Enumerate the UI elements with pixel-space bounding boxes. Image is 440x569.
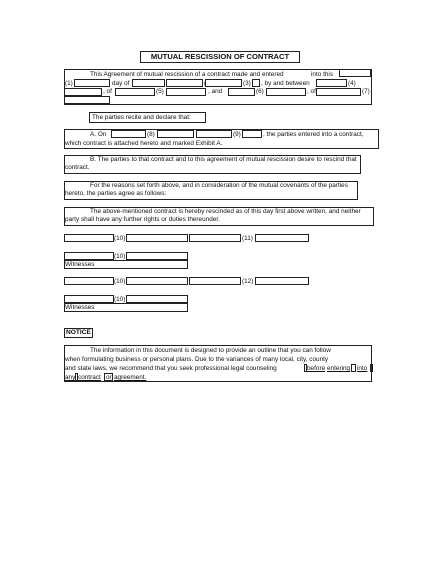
- into-this-label: into this: [311, 71, 334, 78]
- field-number-7: (7): [362, 88, 370, 95]
- signature-field-8[interactable]: [255, 277, 309, 285]
- para-b-text: B. The parties to that contract and to this agreement of mutual rescission desire to rescind that contract.: [65, 156, 357, 171]
- contract-party-field-3[interactable]: [242, 130, 262, 138]
- notice-word-contract: contract: [78, 374, 101, 381]
- para-a-rest1: , the parties entered into a contract,: [263, 131, 364, 138]
- contract-date-field[interactable]: [111, 130, 146, 138]
- signature-field-3[interactable]: [189, 234, 241, 242]
- field-number-5: (5): [156, 88, 164, 95]
- intro-line1: This Agreement of mutual rescission of a contract made and entered: [90, 71, 284, 78]
- notice-line3: and state laws, we recommend that you seek professional legal counseling: [65, 365, 277, 372]
- field-number-10-a: (10): [114, 235, 126, 242]
- field-number-12: (12): [242, 278, 254, 285]
- witness-field-3[interactable]: [64, 295, 114, 303]
- party-two-field[interactable]: [316, 79, 347, 87]
- field-number-10-b: (10): [114, 253, 126, 260]
- document-title: MUTUAL RESCISSION OF CONTRACT: [140, 51, 300, 63]
- notice-line2: when formulating business or personal plans. Due to the variances of many local, city, county: [65, 356, 329, 363]
- witness-field-4[interactable]: [126, 295, 188, 303]
- field-number-6: (6): [256, 88, 264, 95]
- notice-field-contract[interactable]: [75, 373, 78, 381]
- field-number-10-c: (10): [114, 278, 126, 285]
- field-number-3: (3): [243, 80, 251, 87]
- party-two-name-field[interactable]: [228, 88, 255, 96]
- signature-field-6[interactable]: [126, 277, 188, 285]
- para-c-text: For the reasons set forth above, and in consideration of the mutual covenants of the parties hereto, the parties agree as follows:: [65, 182, 348, 197]
- day-field[interactable]: [74, 79, 110, 87]
- state-field-1[interactable]: [166, 88, 206, 96]
- signature-field-1[interactable]: [64, 234, 114, 242]
- signature-field-7[interactable]: [189, 277, 241, 285]
- month-field[interactable]: [132, 79, 165, 87]
- signature-field-2[interactable]: [126, 234, 188, 242]
- and-label: , and: [208, 88, 223, 95]
- of-label-2: , of: [307, 88, 316, 95]
- notice-word-or: or: [106, 374, 112, 381]
- witness-field-2[interactable]: [126, 252, 188, 260]
- para-d-text: The above-mentioned contract is hereby rescinded as of this day first above written, and neither party shall have any further rights or duties thereunder.: [65, 208, 361, 223]
- of-label-1: , of: [103, 88, 112, 95]
- witnesses-label-1: Witnesses: [65, 261, 95, 268]
- day-number-field[interactable]: [339, 69, 371, 77]
- notice-field-or[interactable]: [104, 373, 113, 381]
- para-a-on: A. On: [90, 131, 107, 138]
- contract-party-field-2[interactable]: [196, 130, 232, 138]
- notice-word-before: before: [307, 365, 326, 372]
- witness-field-1[interactable]: [64, 252, 114, 260]
- notice-label: NOTICE: [64, 328, 93, 338]
- field-number-10-d: (10): [114, 296, 126, 303]
- notice-field-entering[interactable]: [351, 364, 356, 372]
- field-number-1: (1): [65, 80, 73, 87]
- notice-word-into: into: [357, 365, 368, 372]
- city-field-1[interactable]: [115, 88, 155, 96]
- state-field-2[interactable]: [64, 96, 110, 104]
- notice-field-before[interactable]: [304, 364, 307, 372]
- para-a-rest2: which contract is attached hereto and marked Exhibit A.: [65, 140, 223, 147]
- signature-field-5[interactable]: [64, 277, 114, 285]
- contract-party-field-1[interactable]: [157, 130, 194, 138]
- notice-field-into[interactable]: [370, 364, 373, 372]
- party-two-address-field[interactable]: [266, 88, 306, 96]
- day-of-label: day of: [112, 80, 130, 87]
- party-one-extra-field[interactable]: [252, 79, 260, 87]
- notice-word-entering: entering: [327, 365, 351, 372]
- field-number-11: (11): [242, 235, 253, 242]
- field-number-8: (8): [147, 131, 155, 138]
- field-number-4: (4): [348, 80, 356, 87]
- party-one-address-field[interactable]: [64, 88, 102, 96]
- notice-line1: The information in this document is designed to provide an outline that you can follow: [90, 347, 331, 354]
- notice-word-any: any: [65, 374, 76, 381]
- recite-text: The parties recite and declare that:: [92, 114, 191, 121]
- party-one-field[interactable]: [205, 79, 242, 87]
- year-field[interactable]: [166, 79, 203, 87]
- signature-field-4[interactable]: [255, 234, 309, 242]
- witnesses-label-2: Witnesses: [65, 304, 95, 311]
- notice-word-agreement: agreement.: [114, 374, 147, 381]
- city-field-2[interactable]: [316, 88, 361, 96]
- by-and-between-label: , by and between: [261, 80, 310, 87]
- field-number-9: (9): [233, 131, 241, 138]
